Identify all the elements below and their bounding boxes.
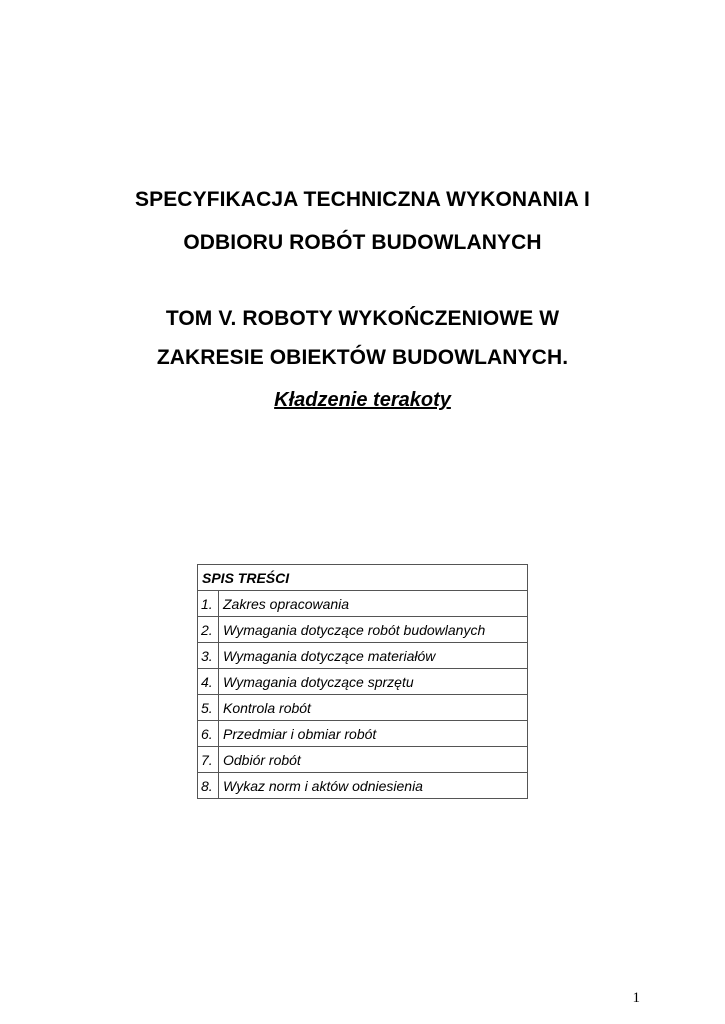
toc-item-number: 4.: [198, 669, 219, 695]
toc-row: [198, 747, 528, 773]
toc-item-number: 2.: [198, 617, 219, 643]
title-line-4: ZAKRESIE OBIEKTÓW BUDOWLANYCH.: [156, 346, 569, 369]
toc-row: [198, 695, 528, 721]
toc-row: [198, 773, 528, 799]
toc-heading: SPIS TREŚCI: [198, 565, 528, 591]
toc-row: [198, 617, 528, 643]
toc-item-number: 1.: [198, 591, 219, 617]
toc-item-label: Wymagania dotyczące robót budowlanych: [219, 617, 528, 643]
toc-row: [198, 721, 528, 747]
toc-item-number: 5.: [198, 695, 219, 721]
toc-item-number: 8.: [198, 773, 219, 799]
toc-item-label: Wykaz norm i aktów odniesienia: [219, 773, 528, 799]
toc-item-label: Przedmiar i obmiar robót: [219, 721, 528, 747]
table-of-contents: [197, 564, 528, 799]
toc-row: [198, 591, 528, 617]
toc-item-label: Kontrola robót: [219, 695, 528, 721]
document-subtitle: Kładzenie terakoty: [274, 389, 451, 411]
toc-heading-row: [198, 565, 528, 591]
toc-item-number: 3.: [198, 643, 219, 669]
toc-item-label: Wymagania dotyczące materiałów: [219, 643, 528, 669]
page-number: 1: [632, 990, 640, 1006]
title-line-3: TOM V. ROBOTY WYKOŃCZENIOWE W: [165, 307, 560, 330]
toc-row: [198, 643, 528, 669]
title-line-2: ODBIORU ROBÓT BUDOWLANYCH: [183, 231, 542, 254]
toc-item-label: Zakres opracowania: [219, 591, 528, 617]
toc-item-number: 7.: [198, 747, 219, 773]
toc-item-label: Odbiór robót: [219, 747, 528, 773]
toc-item-label: Wymagania dotyczące sprzętu: [219, 669, 528, 695]
toc-item-number: 6.: [198, 721, 219, 747]
title-line-1: SPECYFIKACJA TECHNICZNA WYKONANIA I: [134, 188, 590, 211]
toc-row: [198, 669, 528, 695]
